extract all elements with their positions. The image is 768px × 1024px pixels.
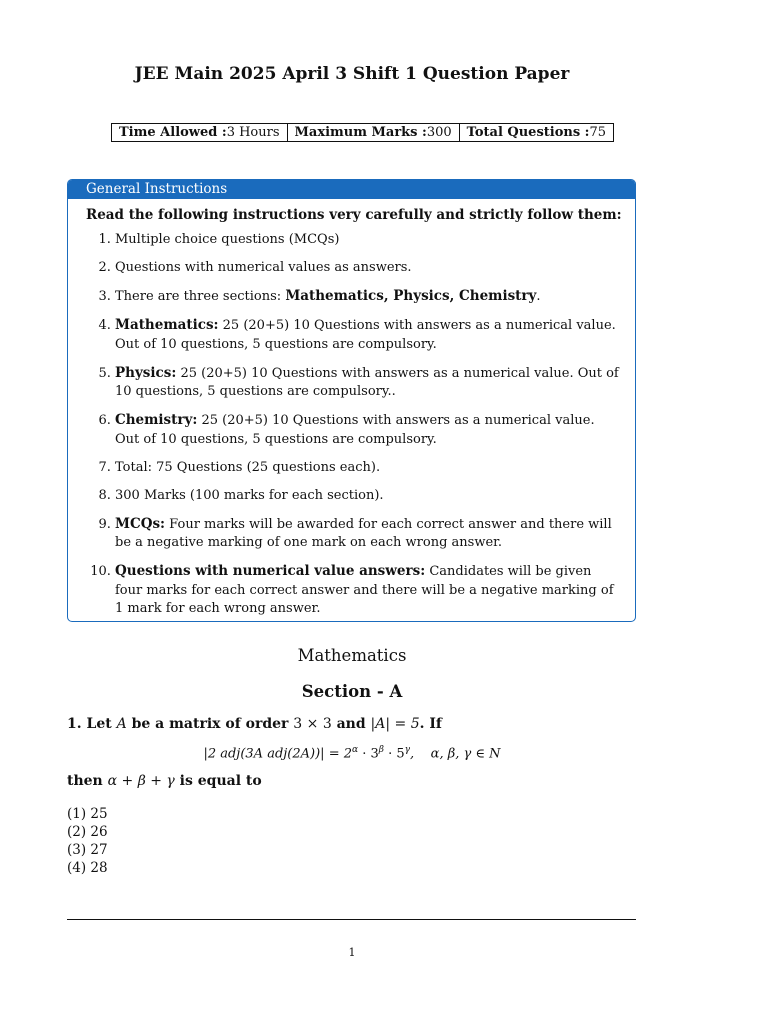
matrix-variable: A (116, 716, 127, 732)
instruction-item (115, 316, 621, 354)
instruction-item (115, 562, 621, 619)
instruction-item (115, 459, 621, 478)
equation-exponent-gamma: γ (404, 745, 411, 755)
instruction-keyword: Questions with numerical value answers: (115, 563, 426, 579)
equation-domain: , α, β, γ ∈ N (410, 746, 501, 762)
subject-heading: Mathematics (297, 646, 407, 665)
time-allowed-cell (112, 124, 288, 142)
equation-lhs: |2 adj(3A adj(2A))| = 2 (203, 746, 352, 762)
paper-title: JEE Main 2025 April 3 Shift 1 Question Paper (134, 64, 570, 84)
maximum-marks-label: Maximum Marks : (294, 125, 427, 140)
instruction-item (115, 487, 621, 506)
question-stem-text: and (331, 716, 371, 732)
instruction-text: Total: 75 Questions (25 questions each). (115, 459, 381, 475)
instruction-text: Multiple choice questions (MCQs) (115, 232, 340, 247)
instruction-text: There are three sections: (115, 289, 286, 304)
question-stem (67, 716, 442, 732)
maximum-marks-cell (287, 124, 459, 142)
sum-expression: α + β + γ (107, 773, 175, 789)
section-heading: Section - A (301, 682, 403, 701)
instruction-item (115, 364, 621, 402)
instruction-text: 25 (20+5) 10 Questions with answers as a numerical value. Out of 10 questions, 5 questions are compulsory. (115, 413, 595, 447)
instruction-text: 25 (20+5) 10 Questions with answers as a numerical value. Out of 10 questions, 5 questions are compulsory.. (115, 365, 619, 399)
instructions-heading: General Instructions (68, 180, 635, 199)
instructions-list (68, 231, 635, 619)
question-stem-text: 1. Let (67, 716, 117, 732)
question-stem-text: be a matrix of order (126, 716, 294, 732)
instruction-item (115, 287, 621, 307)
equation-exponent-alpha: α (352, 745, 359, 755)
time-allowed-value: 3 Hours (226, 125, 280, 140)
instruction-keyword: MCQs: (115, 515, 166, 532)
instruction-keyword: Physics: (115, 364, 177, 381)
instruction-keyword: Mathematics, Physics, Chemistry (285, 288, 537, 304)
total-questions-label: Total Questions : (466, 125, 590, 140)
answer-options (67, 805, 108, 877)
question-equation (0, 745, 704, 761)
option-1: (1) 25 (67, 806, 108, 822)
equation-term: · 5 (383, 746, 405, 762)
footer-rule (67, 919, 636, 920)
instruction-keyword: Chemistry: (115, 412, 198, 428)
equation-term: · 3 (358, 746, 379, 762)
general-instructions-box (67, 179, 636, 622)
instruction-text: 300 Marks (100 marks for each section). (115, 487, 384, 503)
instruction-item (115, 411, 621, 449)
question-ask-text: is equal to (174, 773, 262, 789)
instruction-text: Four marks will be awarded for each correct answer and there will be a negative marking of one mark on each wrong answer. (115, 516, 612, 550)
instruction-item (115, 259, 621, 278)
instruction-text: Candidates will be given four marks for each correct answer and there will be a negative marking of 1 mark for each wrong answer. (115, 564, 614, 616)
matrix-order: 3 × 3 (293, 716, 332, 732)
question-stem-text: . If (419, 716, 442, 732)
option-4: (4) 28 (67, 860, 108, 876)
instruction-item (115, 515, 621, 553)
instruction-text: . (536, 289, 541, 304)
total-questions-value: 75 (589, 125, 607, 140)
time-allowed-label: Time Allowed : (119, 125, 227, 140)
question-ask (67, 773, 262, 789)
page-number: 1 (348, 946, 356, 959)
option-2: (2) 26 (67, 824, 108, 840)
determinant-expression: |A| = 5 (370, 716, 420, 732)
exam-info-table (111, 123, 614, 142)
instruction-item (115, 231, 621, 250)
instruction-text: Questions with numerical values as answers. (115, 260, 412, 275)
instructions-lead: Read the following instructions very carefully and strictly follow them: (86, 207, 622, 223)
maximum-marks-value: 300 (426, 125, 452, 140)
equation-exponent-beta: β (378, 745, 384, 755)
instruction-keyword: Mathematics: (115, 317, 219, 333)
question-ask-text: then (67, 773, 108, 789)
instruction-text: 25 (20+5) 10 Questions with answers as a numerical value. Out of 10 questions, 5 questions are compulsory. (115, 318, 616, 352)
total-questions-cell (459, 124, 613, 142)
option-3: (3) 27 (67, 842, 108, 858)
